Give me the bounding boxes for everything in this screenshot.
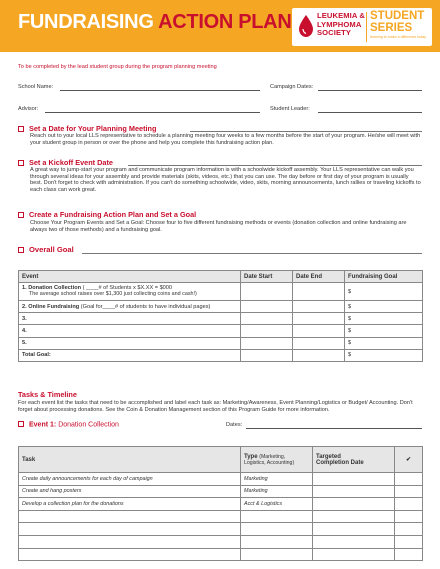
title-action-plan: ACTION PLAN bbox=[158, 11, 292, 33]
task-cell[interactable] bbox=[19, 510, 241, 523]
event-donation-collection[interactable] bbox=[19, 283, 241, 301]
header-type-note: (Marketing, bbox=[259, 453, 286, 460]
date-start-cell[interactable] bbox=[241, 325, 293, 337]
tagline: learning to make a difference today bbox=[370, 35, 427, 39]
type-cell[interactable]: Marketing bbox=[241, 473, 313, 486]
action-plan-checkbox[interactable] bbox=[18, 212, 24, 218]
org-line-2: LYMPHOMA bbox=[317, 19, 362, 29]
goal-cell[interactable]: $ bbox=[345, 313, 423, 325]
task-table bbox=[18, 446, 423, 561]
table-row bbox=[19, 485, 423, 498]
table-row bbox=[19, 337, 423, 349]
completion-date-cell[interactable] bbox=[313, 548, 395, 561]
header-task: Task bbox=[19, 447, 241, 473]
event-formula: ( ____# of Students x $X.XX = $000 bbox=[81, 285, 173, 292]
completion-date-cell[interactable] bbox=[313, 523, 395, 536]
org-line-1: LEUKEMIA & bbox=[317, 11, 365, 20]
completion-date-cell[interactable] bbox=[313, 485, 395, 498]
task-cell[interactable]: Create and hang posters bbox=[19, 485, 241, 498]
section-rule bbox=[128, 165, 422, 166]
overall-goal-checkbox[interactable] bbox=[18, 247, 24, 253]
goal-cell[interactable]: $ bbox=[345, 301, 423, 313]
school-name-label: School Name: bbox=[18, 84, 54, 90]
goal-cell[interactable]: $ bbox=[345, 283, 423, 301]
tasks-timeline-title: Tasks & Timeline bbox=[18, 390, 77, 399]
tasks-timeline-text: For each event list the tasks that need to be accomplished and label each task as: Marketing/Awareness, Event Planning/Logistics or Budget/ Accounting. Don't forget about processing donations. See the Coin & Donation Management section of this Program Guide for more information. bbox=[18, 400, 413, 413]
overall-goal-field[interactable] bbox=[82, 253, 422, 254]
total-goal-label: Total Goal: bbox=[19, 349, 241, 361]
section-title: Set a Kickoff Event Date bbox=[29, 158, 113, 167]
header-date-end: Date End bbox=[293, 271, 345, 283]
event-1-heading bbox=[18, 421, 119, 429]
student-leader-label: Student Leader: bbox=[270, 106, 310, 112]
section-kickoff-event bbox=[18, 158, 113, 167]
date-start-cell[interactable] bbox=[241, 337, 293, 349]
org-line-3: SOCIETY bbox=[317, 28, 352, 38]
section-rule bbox=[190, 131, 422, 132]
section-text: A great way to jump-start your program and communicate program information is with a schoolwide kickoff assembly. Your LLS representative can walk you through several ideas for your assembly and provide materials (skits, videos, etc.) that you can use. The day before or first day of your program is usually best. Don't forget to check with administration. If you can't do something schoolwide, video, skits, morning announcements, lunch rallies or traveling kickoffs to each class can work great. bbox=[30, 167, 421, 194]
task-cell[interactable] bbox=[19, 548, 241, 561]
planning-meeting-checkbox[interactable] bbox=[18, 126, 24, 132]
table-row bbox=[19, 548, 423, 561]
logo-divider bbox=[366, 12, 367, 42]
advisor-field[interactable] bbox=[45, 112, 260, 113]
fundraising-goal-table bbox=[18, 270, 423, 362]
task-cell[interactable]: Create daily announcements for each day of campaign bbox=[19, 473, 241, 486]
goal-cell[interactable]: $ bbox=[345, 337, 423, 349]
type-cell[interactable]: Acct & Logistics bbox=[241, 498, 313, 511]
total-row bbox=[19, 349, 423, 361]
completion-date-cell[interactable] bbox=[313, 498, 395, 511]
date-end-cell[interactable] bbox=[293, 325, 345, 337]
check-cell[interactable] bbox=[395, 510, 423, 523]
table-row bbox=[19, 535, 423, 548]
event-1-label: Event 1: bbox=[29, 421, 57, 429]
campaign-dates-field[interactable] bbox=[318, 90, 422, 91]
event-formula: (Goal for____# of students to have individual pages) bbox=[79, 303, 211, 310]
completion-date-cell[interactable] bbox=[313, 473, 395, 486]
completion-date-cell[interactable] bbox=[313, 510, 395, 523]
check-cell[interactable] bbox=[395, 485, 423, 498]
task-cell[interactable] bbox=[19, 523, 241, 536]
header-targeted: Targeted bbox=[316, 453, 341, 460]
section-planning-meeting bbox=[18, 124, 156, 133]
table-row bbox=[19, 283, 423, 301]
event-1-name: Donation Collection bbox=[58, 421, 119, 429]
table-row bbox=[19, 313, 423, 325]
intro-text: To be completed by the lead student group during the program planning meeting bbox=[18, 64, 217, 70]
header-banner bbox=[0, 0, 440, 52]
org-name bbox=[317, 12, 365, 38]
date-end-cell[interactable] bbox=[293, 337, 345, 349]
date-end-cell[interactable] bbox=[293, 313, 345, 325]
lls-logo bbox=[292, 8, 432, 46]
type-cell[interactable]: Marketing bbox=[241, 485, 313, 498]
type-cell[interactable] bbox=[241, 548, 313, 561]
table-header-row bbox=[19, 447, 423, 473]
type-cell[interactable] bbox=[241, 535, 313, 548]
section-text: Choose Your Program Events and Set a Goal: Choose four to five different fundraising methods or events (donation collection and online fundraising are always two of those methods) and a fundraising goal. bbox=[30, 220, 407, 233]
check-cell[interactable] bbox=[395, 523, 423, 536]
check-cell[interactable] bbox=[395, 535, 423, 548]
table-row bbox=[19, 510, 423, 523]
series-line-1: STUDENT bbox=[370, 10, 425, 22]
event-label: 2. Online Fundraising bbox=[22, 303, 80, 310]
date-start-cell[interactable] bbox=[241, 313, 293, 325]
section-text: Reach out to your local LLS representative to schedule a planning meeting four weeks to a few months before the start of your program. He/she will meet with your student group in person or over the phone and help you complete this fundraising action plan. bbox=[30, 133, 421, 146]
task-cell[interactable] bbox=[19, 535, 241, 548]
table-row bbox=[19, 523, 423, 536]
header-type bbox=[241, 447, 313, 473]
page-title bbox=[18, 11, 291, 34]
type-cell[interactable] bbox=[241, 523, 313, 536]
event-1-dates-field[interactable] bbox=[246, 428, 422, 429]
date-start-cell[interactable] bbox=[241, 283, 293, 301]
advisor-label: Advisor: bbox=[18, 106, 39, 112]
date-start-cell[interactable] bbox=[241, 301, 293, 313]
header-completion-date: Completion Date bbox=[316, 459, 364, 466]
goal-cell[interactable]: $ bbox=[345, 325, 423, 337]
event-cell[interactable]: 5. bbox=[19, 337, 241, 349]
header-type-label: Type bbox=[244, 453, 258, 460]
table-row bbox=[19, 498, 423, 511]
task-cell[interactable]: Develop a collection plan for the donations bbox=[19, 498, 241, 511]
check-cell[interactable] bbox=[395, 473, 423, 486]
series-line-2: SERIES bbox=[370, 22, 413, 34]
section-title: Set a Date for Your Planning Meeting bbox=[29, 124, 157, 133]
campaign-dates-label: Campaign Dates: bbox=[270, 84, 314, 90]
header-fundraising-goal: Fundraising Goal bbox=[345, 271, 423, 283]
check-cell[interactable] bbox=[395, 548, 423, 561]
header-type-note-2: Logistics, Accounting) bbox=[244, 459, 295, 466]
check-cell[interactable] bbox=[395, 498, 423, 511]
date-end-cell[interactable] bbox=[293, 349, 345, 361]
date-start-cell[interactable] bbox=[241, 349, 293, 361]
event-label: 1. Donation Collection bbox=[22, 285, 82, 292]
table-row bbox=[19, 325, 423, 337]
event-online-fundraising[interactable] bbox=[19, 301, 241, 313]
event-note: The average school raises over $1,300 just collecting coins and cash!) bbox=[29, 291, 197, 298]
table-row bbox=[19, 301, 423, 313]
header-date-start: Date Start bbox=[241, 271, 293, 283]
school-name-field[interactable] bbox=[60, 90, 260, 91]
date-end-cell[interactable] bbox=[293, 283, 345, 301]
header-targeted-completion bbox=[313, 447, 395, 473]
header-event: Event bbox=[19, 271, 241, 283]
table-header-row bbox=[19, 271, 423, 283]
student-leader-field[interactable] bbox=[318, 112, 422, 113]
event-cell[interactable]: 3. bbox=[19, 313, 241, 325]
completion-date-cell[interactable] bbox=[313, 535, 395, 548]
section-action-plan bbox=[18, 210, 196, 219]
section-title: Create a Fundraising Action Plan and Set a Goal bbox=[29, 210, 197, 219]
event-1-checkbox[interactable] bbox=[18, 421, 24, 427]
event-cell[interactable]: 4. bbox=[19, 325, 241, 337]
kickoff-event-checkbox[interactable] bbox=[18, 160, 24, 166]
total-goal-cell[interactable]: $ bbox=[345, 349, 423, 361]
blood-drop-icon bbox=[297, 14, 315, 38]
table-row bbox=[19, 473, 423, 486]
date-end-cell[interactable] bbox=[293, 301, 345, 313]
dates-label: Dates: bbox=[226, 422, 243, 428]
overall-goal-label: Overall Goal bbox=[29, 245, 74, 254]
check-icon: ✔ bbox=[395, 447, 423, 473]
type-cell[interactable] bbox=[241, 510, 313, 523]
title-fundraising: FUNDRAISING bbox=[18, 11, 154, 33]
student-series-label bbox=[370, 10, 424, 34]
overall-goal-title bbox=[18, 245, 74, 254]
